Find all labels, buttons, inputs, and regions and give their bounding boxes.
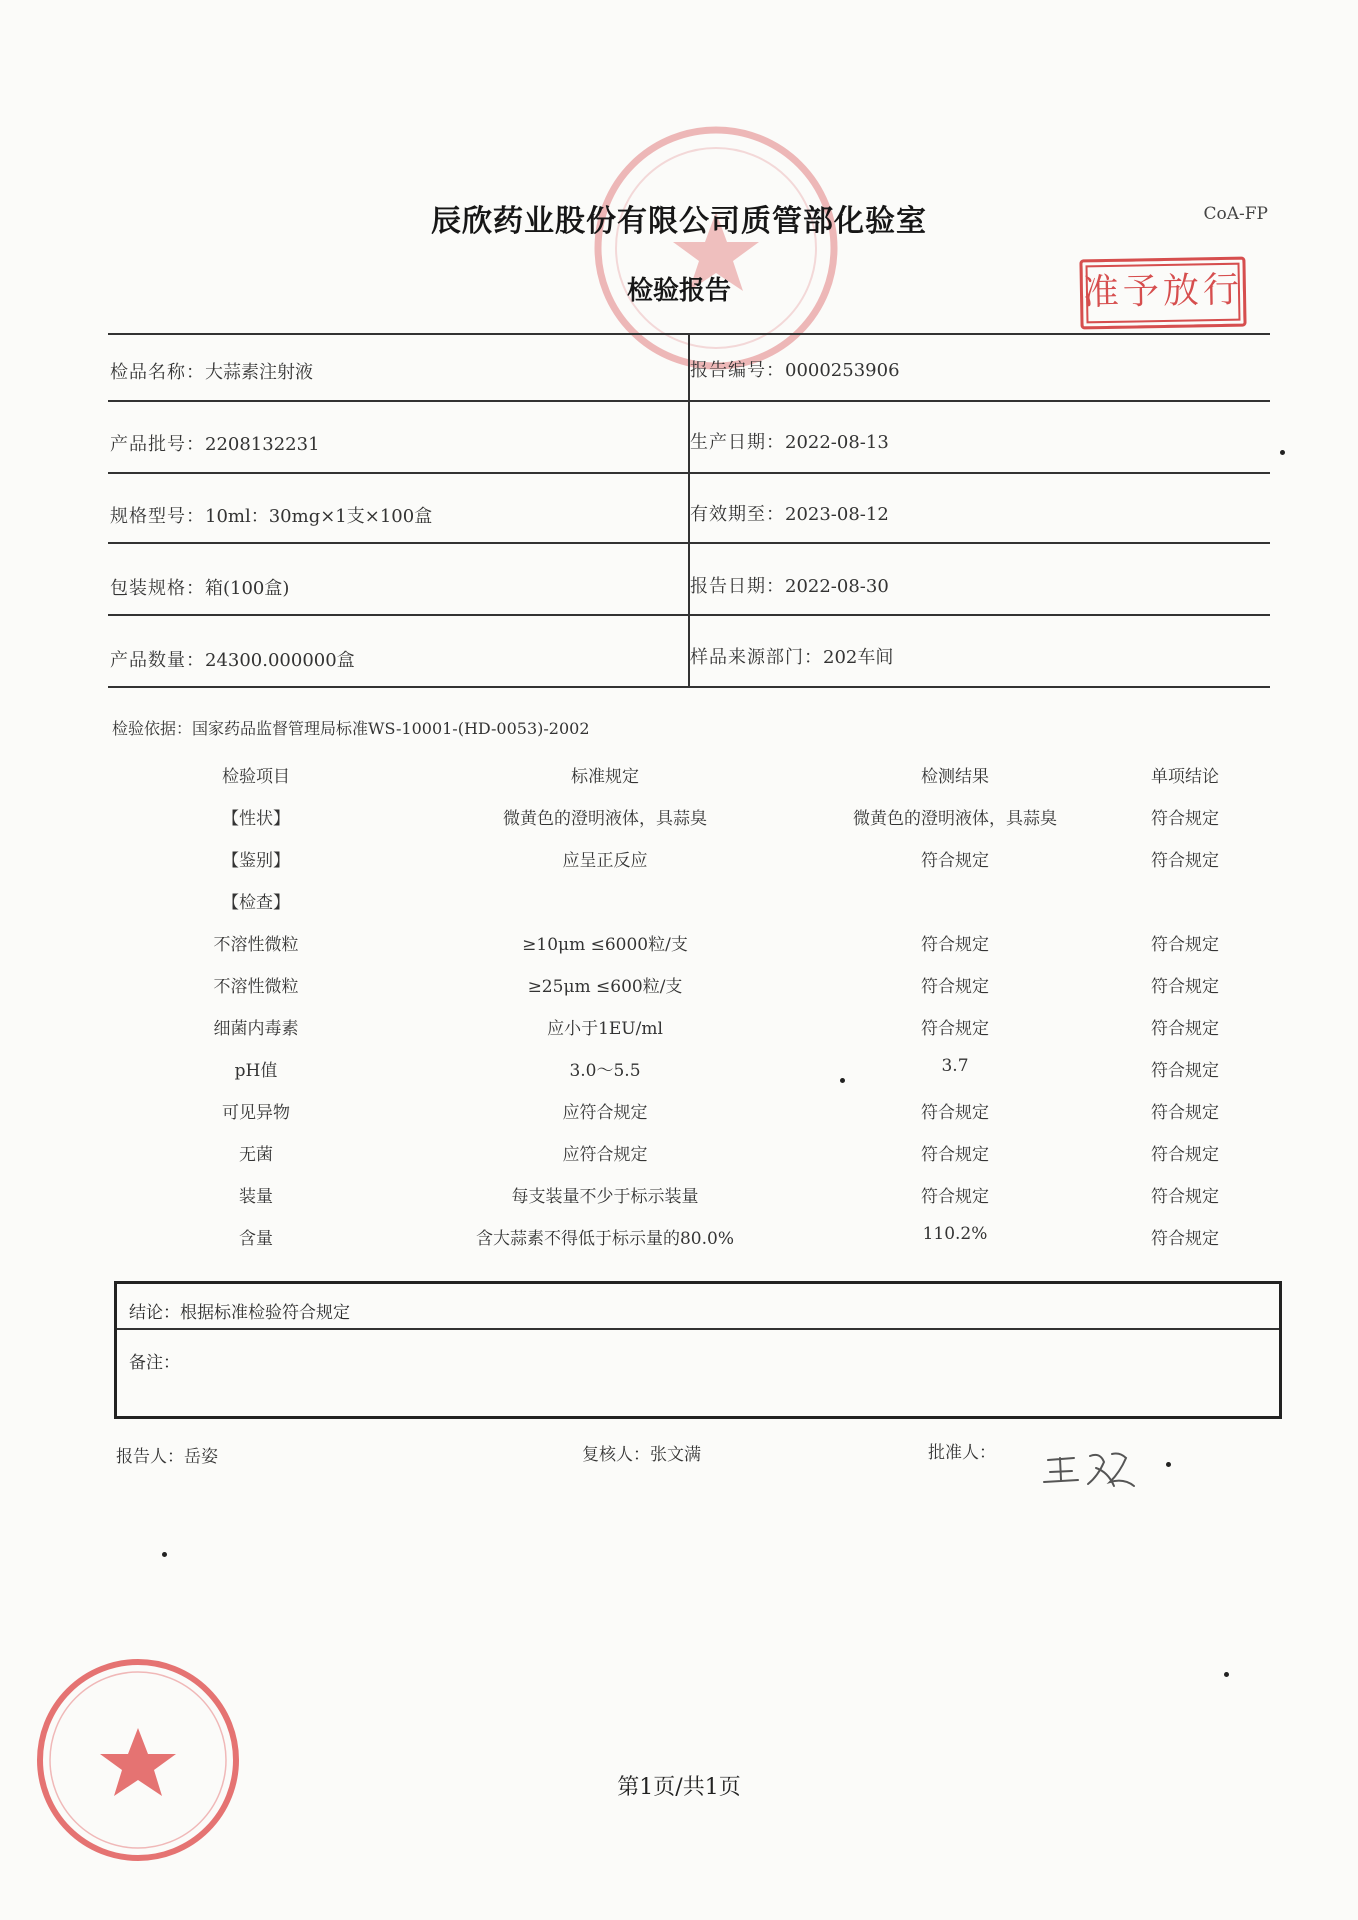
table-header [0, 762, 1358, 796]
table-row: 装量 每支装量不少于标示装量 符合规定 符合规定 [239, 1187, 1219, 1207]
table-row: 【性状】 微黄色的澄明液体，具蒜臭 微黄色的澄明液体，具蒜臭 符合规定 [222, 809, 1219, 829]
receiving-seal [28, 1650, 248, 1870]
quantity-field: 产品数量：24300.000000盒 [110, 650, 355, 671]
expiry-field: 有效期至：2023-08-12 [690, 504, 889, 525]
approver-signature [1040, 1442, 1140, 1492]
report-title: 检验报告 [626, 276, 731, 306]
reviewer: 复核人：张文满 [582, 1445, 701, 1465]
doc-code: CoA-FP [1203, 204, 1268, 224]
table-row: 【鉴别】 应呈正反应 符合规定 符合规定 [222, 851, 1219, 871]
table-row: 不溶性微粒 ≥10μm ≤6000粒/支 符合规定 符合规定 [213, 935, 1219, 955]
page-footer: 第1页/共1页 [617, 1775, 741, 1800]
table-row: 可见异物 应符合规定 符合规定 符合规定 [222, 1103, 1219, 1123]
scan-speck [162, 1552, 167, 1557]
reporter: 报告人：岳姿 [116, 1447, 218, 1467]
remarks-label: 备注： [129, 1353, 180, 1373]
batch-no-field: 产品批号：2208132231 [110, 434, 320, 455]
scan-speck [1166, 1462, 1171, 1467]
header-result: 检测结果 [921, 767, 989, 787]
scan-speck [1224, 1672, 1229, 1677]
release-stamp: 准予放行 [1079, 257, 1246, 330]
conclusion-text: 结论：根据标准检验符合规定 [129, 1303, 350, 1323]
table-row: 细菌内毒素 应小于1EU/ml 符合规定 符合规定 [213, 1019, 1219, 1039]
scan-speck [840, 1078, 845, 1083]
scan-speck [1280, 450, 1285, 455]
header-conclusion: 单项结论 [1151, 767, 1219, 787]
product-name-field: 检品名称：大蒜素注射液 [110, 362, 313, 383]
header-item: 检验项目 [222, 767, 290, 787]
inspection-basis: 检验依据：国家药品监督管理局标准WS-10001-(HD-0053)-2002 [112, 719, 590, 738]
company-seal [588, 120, 844, 376]
table-row: 含量 含大蒜素不得低于标示量的80.0% 110.2% 符合规定 [239, 1224, 1219, 1249]
box-divider [117, 1328, 1279, 1330]
header-standard: 标准规定 [571, 767, 639, 787]
table-row: 【检查】 [222, 893, 290, 913]
sample-source-field: 样品来源部门：202车间 [690, 647, 894, 668]
report-no-field: 报告编号：0000253906 [690, 360, 900, 381]
spec-field: 规格型号：10ml：30mg×1支×100盒 [110, 506, 433, 527]
production-date-field: 生产日期：2022-08-13 [690, 432, 889, 453]
report-date-field: 报告日期：2022-08-30 [690, 576, 889, 597]
table-row: 无菌 应符合规定 符合规定 符合规定 [239, 1145, 1219, 1165]
approver-label: 批准人： [928, 1443, 996, 1463]
conclusion-box [114, 1281, 1282, 1419]
packaging-field: 包装规格：箱(100盒) [110, 578, 290, 599]
company-title: 辰欣药业股份有限公司质管部化验室 [431, 204, 927, 239]
table-row: pH值 3.0～5.5 3.7 符合规定 [234, 1056, 1219, 1081]
table-row: 不溶性微粒 ≥25μm ≤600粒/支 符合规定 符合规定 [213, 977, 1219, 997]
